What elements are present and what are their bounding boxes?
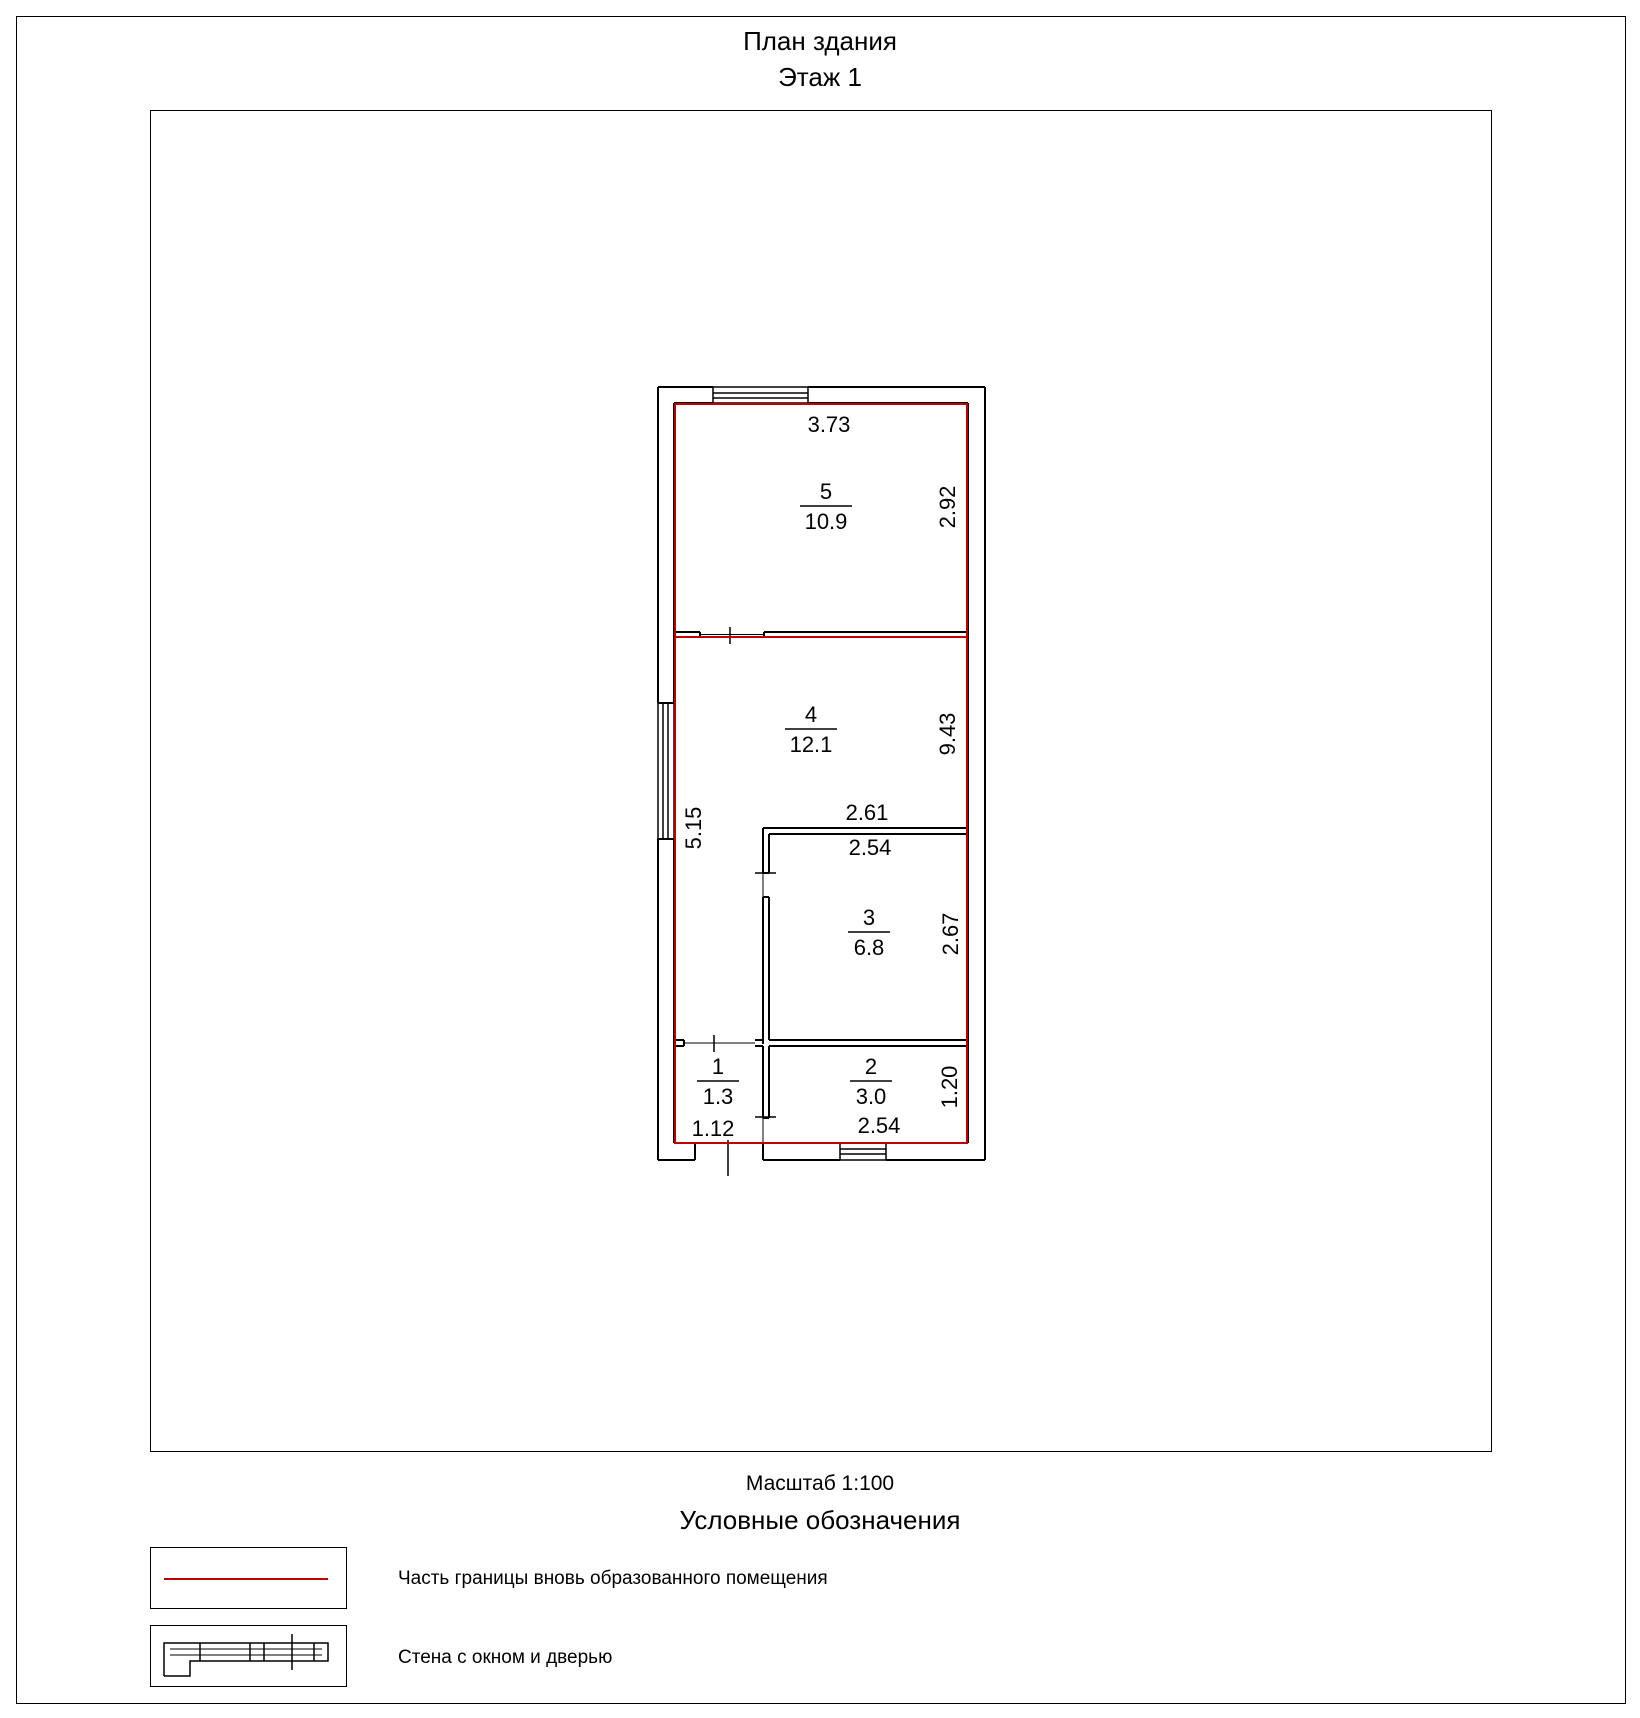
legend-label-wall: Стена с окном и дверью [398,1647,613,1668]
room-number: 3 [862,905,876,930]
dim-room2-height: 1.20 [937,1065,962,1109]
room-area: 12.1 [789,732,833,757]
room-area: 6.8 [853,935,885,960]
room-number: 2 [864,1054,878,1079]
dim-room3-height: 2.67 [938,912,963,956]
room-2-label [850,1054,892,1109]
legend-box-boundary [150,1547,347,1609]
room-area: 1.3 [702,1084,734,1109]
room-1-label [697,1054,739,1109]
window-bottom [840,1143,886,1160]
room-3-label [848,905,890,960]
legend-title: Условные обозначения [679,1505,961,1535]
legend-label-boundary: Часть границы вновь образованного помещения [398,1568,828,1589]
room-number: 1 [711,1054,725,1079]
dim-room1-width: 1.12 [691,1116,735,1141]
room-area: 3.0 [855,1084,887,1109]
dim-room4-right: 9.43 [935,712,960,756]
room-number: 4 [804,702,818,727]
window-top [713,387,808,403]
room-5-label [800,479,852,534]
dim-room2-width: 2.54 [857,1113,901,1138]
dim-room3-top-outer: 2.61 [845,800,889,825]
room-area: 10.9 [804,509,848,534]
floor-label: Этаж 1 [778,62,862,92]
dim-room5-height: 2.92 [935,485,960,529]
window-left [658,703,674,839]
legend-box-wall [150,1625,347,1687]
scale-label: Масштаб 1:100 [745,1472,895,1495]
room-number: 5 [819,479,833,504]
dim-room5-width: 3.73 [807,412,851,437]
page-title: План здания [743,26,897,56]
dim-room3-top-inner: 2.54 [848,835,892,860]
room-4-label [785,702,837,757]
dim-room4-left: 5.15 [681,806,706,850]
